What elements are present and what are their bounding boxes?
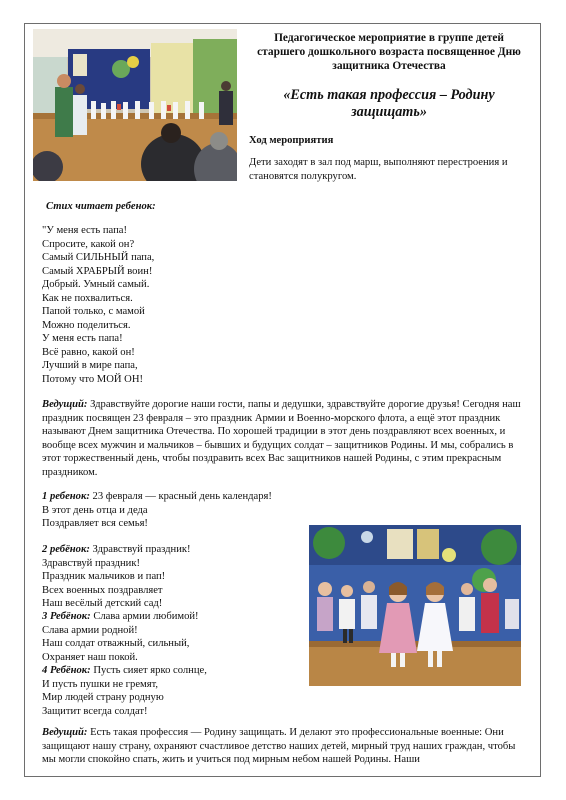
speaker-label: Ведущий: bbox=[42, 727, 88, 738]
poem-line: Самый СИЛЬНЫЙ папа, bbox=[42, 252, 155, 263]
speaker-label: Ведущий: bbox=[42, 399, 88, 410]
poem-line: Добрый. Умный самый. bbox=[42, 279, 150, 290]
speaker-label: 1 ребенок: bbox=[42, 491, 90, 502]
poem-line: "У меня есть папа! bbox=[42, 225, 127, 236]
poem-line: Всё равно, какой он! bbox=[42, 346, 135, 358]
verse-line: Слава армии родной! bbox=[42, 624, 138, 636]
verse-line: Защитит всегда солдат! bbox=[42, 705, 148, 717]
speech-text: Здравствуйте дорогие наши гости, папы и дедушки, здравствуйте дорогие друзья! Сегодня наш праздник посвящен 23 февраля – это праздник Армии и Военно-морского флота, а ещё этот праздник называют Днем защитника Отечества. По хорошей традиции в этот день поздравляют всех военных, и вообще всех мужчин и мальчиков – бывших и будущих солдат – защитников Родины. И мы, собрались в этот торжественный день, чтобы поздравить всех Вас защитников нашей Родины, с этим прекрасным праздником. bbox=[42, 399, 521, 478]
verse-line: Мир людей страну родную bbox=[42, 692, 164, 703]
verse-line: В этот день отца и деда bbox=[42, 504, 148, 516]
verse-line: Всех военных поздравляет bbox=[42, 584, 163, 596]
child-1-verse bbox=[42, 490, 272, 531]
document-page bbox=[24, 23, 541, 777]
verse-line: Наш весёлый детский сад! bbox=[42, 598, 163, 609]
verse-line: Охраняет наш покой. bbox=[42, 651, 138, 663]
host-speech-2 bbox=[42, 726, 530, 767]
verse-line: Здравствуй праздник! bbox=[89, 544, 191, 555]
page-heading: Педагогическое мероприятие в группе детей старшего дошкольного возраста посвященное Дню защитника Отечества bbox=[257, 32, 521, 72]
children-performance-photo bbox=[309, 525, 521, 686]
verse-line: Слава армии любимой! bbox=[90, 611, 199, 622]
poem-line: Потому что МОЙ ОН! bbox=[42, 373, 144, 385]
verse-line: Поздравляет вся семья! bbox=[42, 518, 148, 529]
poem-line: У меня есть папа! bbox=[42, 333, 123, 344]
host-speech-1 bbox=[42, 398, 530, 479]
speaker-label: 4 Ребёнок: bbox=[42, 665, 91, 676]
speaker-label: 2 ребёнок: bbox=[42, 544, 90, 555]
verse-line: И пусть пушки не гремят, bbox=[42, 678, 159, 690]
verse-line: 23 февраля — красный день календаря! bbox=[89, 491, 272, 502]
poem-line: Спросите, какой он? bbox=[42, 238, 135, 250]
event-hall-photo bbox=[33, 29, 237, 181]
poem bbox=[42, 224, 154, 386]
section-title: Ход мероприятия bbox=[249, 135, 334, 146]
verse-line: Пусть сияет ярко солнце, bbox=[90, 665, 207, 676]
intro-text: Дети заходят в зал под марш, выполняют перестроения и становятся полукругом. bbox=[249, 157, 508, 182]
poem-line: Самый ХРАБРЫЙ воин! bbox=[42, 265, 153, 277]
poem-line: Как не похвалиться. bbox=[42, 292, 133, 304]
poem-line: Можно поделиться. bbox=[42, 319, 131, 331]
verse-line: Здравствуй праздник! bbox=[42, 557, 141, 569]
speech-text: Есть такая профессия — Родину защищать. И делают это профессиональные военные: Они защищают нашу страну, охраняют счастливое детство наших детей, мирный труд наших граждан, чтобы мы могли спокойно спать, жить и учиться под мирным небом нашей Родины. Наши bbox=[42, 727, 516, 765]
speaker-label: 3 Ребёнок: bbox=[42, 611, 91, 622]
poem-heading: Стих читает ребенок: bbox=[46, 201, 156, 212]
verse-line: Праздник мальчиков и пап! bbox=[42, 571, 166, 582]
child-4-verse bbox=[42, 664, 207, 718]
event-title: «Есть такая профессия – Родину защищать» bbox=[283, 87, 495, 120]
poem-line: Лучший в мире папа, bbox=[42, 360, 138, 371]
child-2-verse bbox=[42, 543, 191, 611]
child-3-verse bbox=[42, 610, 199, 664]
verse-line: Наш солдат отважный, сильный, bbox=[42, 638, 190, 649]
poem-line: Папой только, с мамой bbox=[42, 306, 145, 317]
